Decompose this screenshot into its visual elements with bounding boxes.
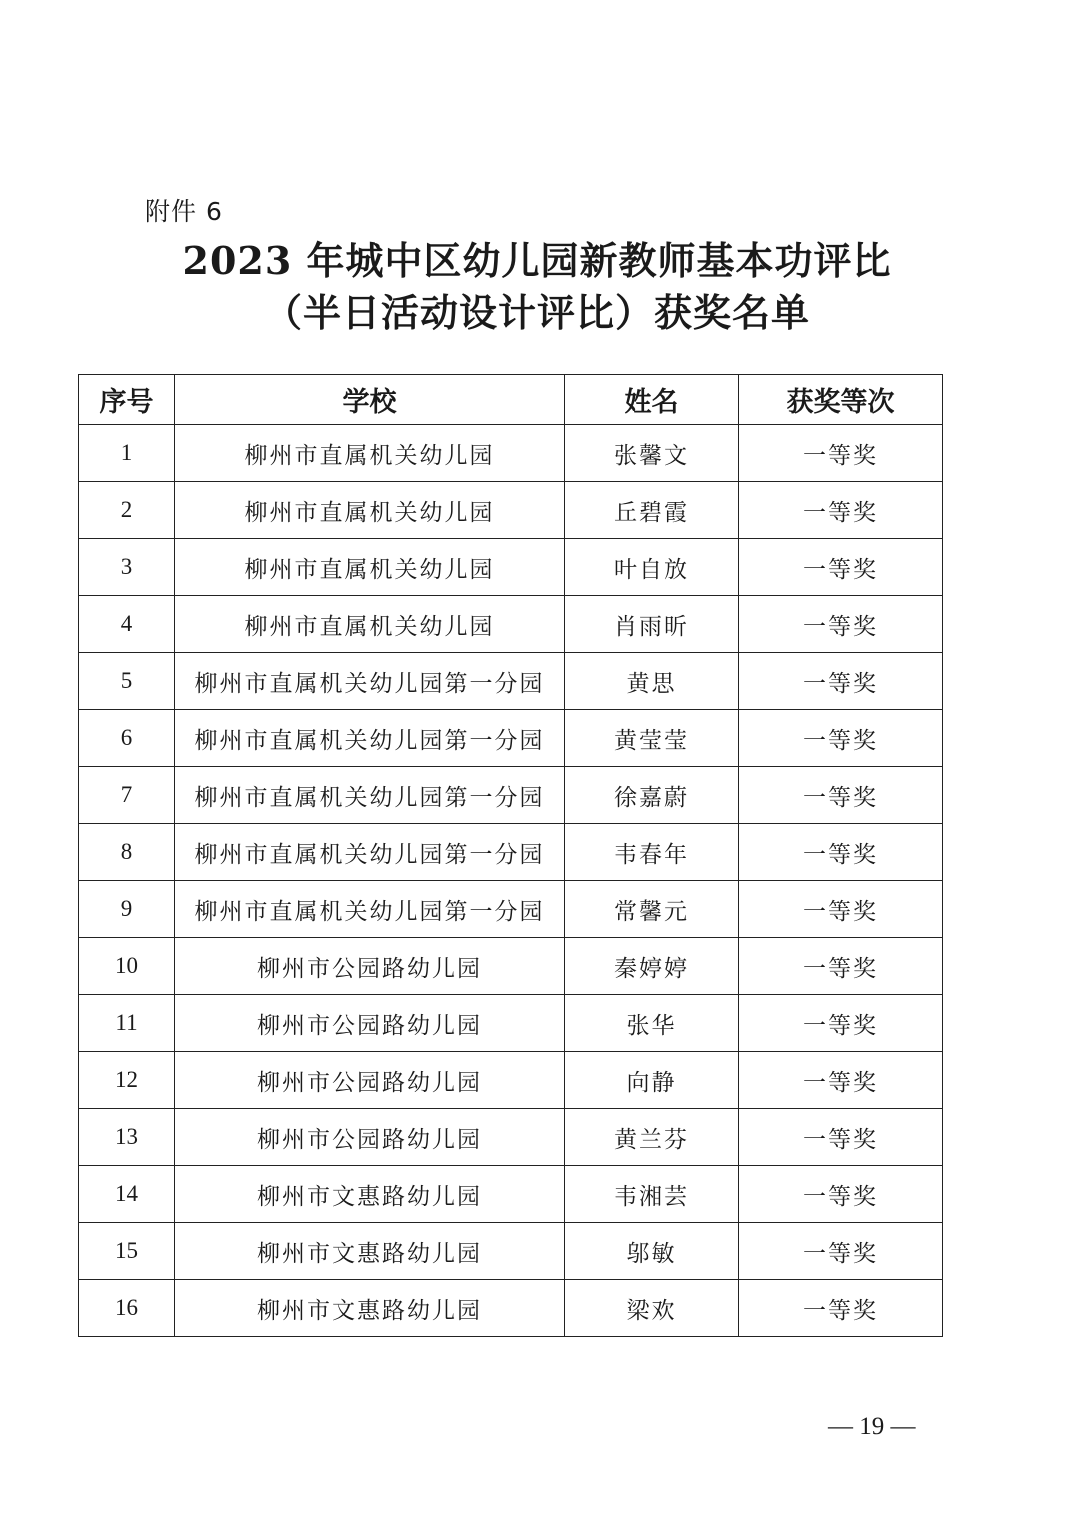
attachment-label: 附件 6 xyxy=(145,197,223,226)
cell-award-level: 一等奖 xyxy=(739,1052,943,1109)
cell-index: 5 xyxy=(79,653,175,710)
cell-school: 柳州市直属机关幼儿园第一分园 xyxy=(175,824,565,881)
table-row xyxy=(79,1223,943,1280)
cell-name: 黄兰芬 xyxy=(565,1109,739,1166)
cell-award-level: 一等奖 xyxy=(739,539,943,596)
cell-school: 柳州市文惠路幼儿园 xyxy=(175,1280,565,1337)
table-row xyxy=(79,938,943,995)
table-row xyxy=(79,1052,943,1109)
cell-index: 3 xyxy=(79,539,175,596)
cell-school: 柳州市公园路幼儿园 xyxy=(175,938,565,995)
cell-index: 13 xyxy=(79,1109,175,1166)
cell-index: 11 xyxy=(79,995,175,1052)
cell-index: 8 xyxy=(79,824,175,881)
table-row xyxy=(79,653,943,710)
cell-school: 柳州市公园路幼儿园 xyxy=(175,995,565,1052)
page-number: — 19 — xyxy=(828,1413,916,1440)
cell-index: 4 xyxy=(79,596,175,653)
cell-award-level: 一等奖 xyxy=(739,938,943,995)
table-row xyxy=(79,1280,943,1337)
cell-award-level: 一等奖 xyxy=(739,767,943,824)
cell-school: 柳州市文惠路幼儿园 xyxy=(175,1166,565,1223)
cell-award-level: 一等奖 xyxy=(739,653,943,710)
table-row xyxy=(79,596,943,653)
cell-school: 柳州市直属机关幼儿园 xyxy=(175,596,565,653)
cell-name: 常馨元 xyxy=(565,881,739,938)
cell-index: 7 xyxy=(79,767,175,824)
cell-award-level: 一等奖 xyxy=(739,995,943,1052)
awards-table xyxy=(78,374,943,1337)
cell-index: 9 xyxy=(79,881,175,938)
cell-school: 柳州市直属机关幼儿园 xyxy=(175,539,565,596)
cell-name: 向静 xyxy=(565,1052,739,1109)
table-row xyxy=(79,767,943,824)
cell-award-level: 一等奖 xyxy=(739,482,943,539)
table-row xyxy=(79,824,943,881)
cell-award-level: 一等奖 xyxy=(739,596,943,653)
table-header-row xyxy=(79,375,943,425)
cell-index: 10 xyxy=(79,938,175,995)
cell-name: 邬敏 xyxy=(565,1223,739,1280)
cell-index: 16 xyxy=(79,1280,175,1337)
table-row xyxy=(79,425,943,482)
cell-award-level: 一等奖 xyxy=(739,1223,943,1280)
header-award-level: 获奖等次 xyxy=(739,375,943,425)
header-index: 序号 xyxy=(79,375,175,425)
cell-school: 柳州市直属机关幼儿园 xyxy=(175,425,565,482)
cell-school: 柳州市文惠路幼儿园 xyxy=(175,1223,565,1280)
cell-school: 柳州市公园路幼儿园 xyxy=(175,1052,565,1109)
cell-school: 柳州市公园路幼儿园 xyxy=(175,1109,565,1166)
table-body xyxy=(79,425,943,1337)
cell-name: 叶自放 xyxy=(565,539,739,596)
cell-name: 丘碧霞 xyxy=(565,482,739,539)
table-row xyxy=(79,710,943,767)
cell-school: 柳州市直属机关幼儿园第一分园 xyxy=(175,710,565,767)
cell-name: 肖雨昕 xyxy=(565,596,739,653)
cell-name: 黄思 xyxy=(565,653,739,710)
cell-award-level: 一等奖 xyxy=(739,824,943,881)
cell-name: 韦湘芸 xyxy=(565,1166,739,1223)
cell-index: 2 xyxy=(79,482,175,539)
cell-award-level: 一等奖 xyxy=(739,710,943,767)
cell-index: 14 xyxy=(79,1166,175,1223)
table-row xyxy=(79,1166,943,1223)
header-name: 姓名 xyxy=(565,375,739,425)
cell-name: 梁欢 xyxy=(565,1280,739,1337)
cell-index: 12 xyxy=(79,1052,175,1109)
table-row xyxy=(79,539,943,596)
cell-name: 张华 xyxy=(565,995,739,1052)
document-title-line1: 2023 年城中区幼儿园新教师基本功评比 xyxy=(182,238,892,283)
cell-award-level: 一等奖 xyxy=(739,425,943,482)
cell-name: 韦春年 xyxy=(565,824,739,881)
cell-index: 15 xyxy=(79,1223,175,1280)
table-row xyxy=(79,1109,943,1166)
cell-award-level: 一等奖 xyxy=(739,1280,943,1337)
cell-name: 黄莹莹 xyxy=(565,710,739,767)
document-title-line2: （半日活动设计评比）获奖名单 xyxy=(263,290,810,335)
cell-school: 柳州市直属机关幼儿园第一分园 xyxy=(175,653,565,710)
cell-award-level: 一等奖 xyxy=(739,881,943,938)
cell-award-level: 一等奖 xyxy=(739,1166,943,1223)
cell-index: 6 xyxy=(79,710,175,767)
cell-award-level: 一等奖 xyxy=(739,1109,943,1166)
table-row xyxy=(79,881,943,938)
cell-school: 柳州市直属机关幼儿园第一分园 xyxy=(175,881,565,938)
cell-name: 徐嘉蔚 xyxy=(565,767,739,824)
header-school: 学校 xyxy=(175,375,565,425)
cell-index: 1 xyxy=(79,425,175,482)
cell-name: 张馨文 xyxy=(565,425,739,482)
table-row xyxy=(79,995,943,1052)
cell-name: 秦婷婷 xyxy=(565,938,739,995)
cell-school: 柳州市直属机关幼儿园 xyxy=(175,482,565,539)
table-row xyxy=(79,482,943,539)
cell-school: 柳州市直属机关幼儿园第一分园 xyxy=(175,767,565,824)
